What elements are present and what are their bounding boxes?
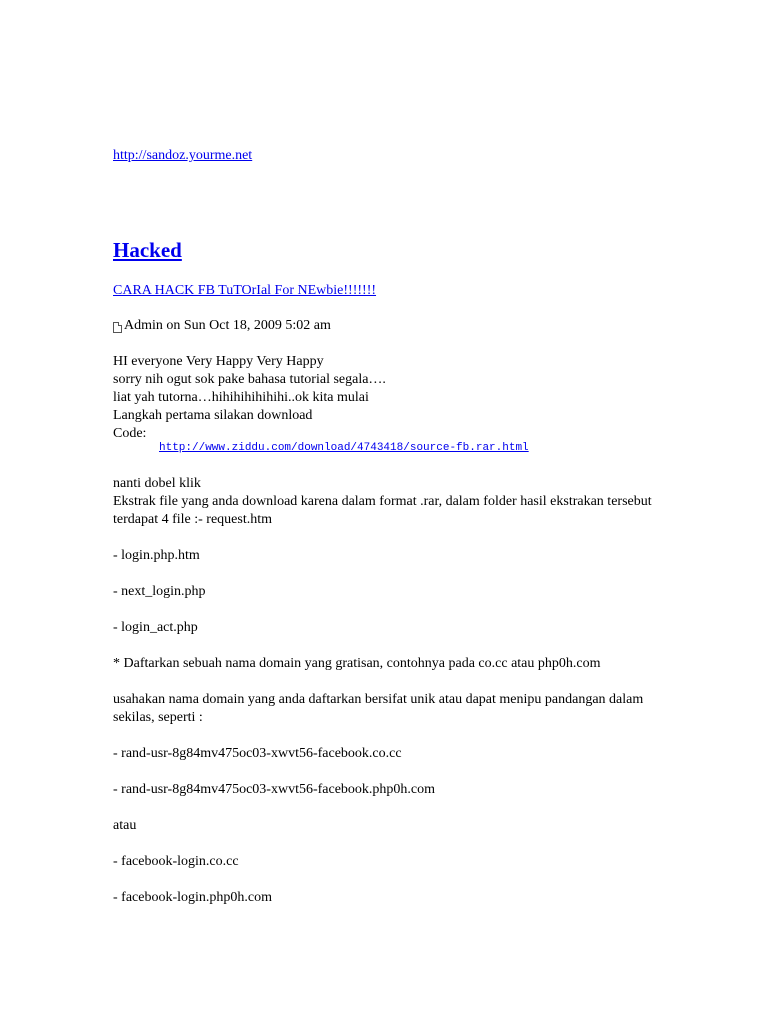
list-item: - next_login.php [113,584,206,599]
post-title[interactable]: Hacked [113,238,182,262]
after-code-text: nanti dobel klik [113,476,201,491]
or-word: atau [113,818,137,833]
code-label: Code: [113,426,147,441]
site-link[interactable]: http://sandoz.yourme.net [113,148,253,163]
document-icon [113,322,122,333]
post-subtitle-link[interactable]: CARA HACK FB TuTOrIal For NEwbie!!!!!!! [113,283,377,298]
post-body-intro [113,353,653,443]
code-download-link[interactable]: http://www.ziddu.com/download/4743418/source-fb.rar.html [159,442,529,454]
list-item: - facebook-login.php0h.com [113,890,273,905]
body-line: sorry nih ogut sok pake bahasa tutorial segala…. [113,372,386,387]
body-line: Langkah pertama silakan download [113,408,313,423]
post-meta [113,317,331,335]
list-item: - rand-usr-8g84mv475oc03-xwvt56-facebook.co.cc [113,746,402,761]
list-item: - login.php.htm [113,548,200,563]
body-line: HI everyone Very Happy Very Happy [113,354,324,369]
domain-note: * Daftarkan sebuah nama domain yang gratisan, contohnya pada co.cc atau php0h.com [113,656,601,671]
list-item: - rand-usr-8g84mv475oc03-xwvt56-facebook.php0h.com [113,782,436,797]
post-meta-text: Admin on Sun Oct 18, 2009 5:02 am [124,318,331,333]
unique-paragraph: usahakan nama domain yang anda daftarkan bersifat unik atau dapat menipu pandangan dalam sekilas, seperti : [113,692,644,725]
list-item: - facebook-login.co.cc [113,854,239,869]
list-item: - login_act.php [113,620,198,635]
extract-paragraph: Ekstrak file yang anda download karena dalam format .rar, dalam folder hasil ekstrakan tersebut terdapat 4 file :- request.htm [113,494,652,527]
body-line: liat yah tutorna…hihihihihihihi..ok kita mulai [113,390,369,405]
